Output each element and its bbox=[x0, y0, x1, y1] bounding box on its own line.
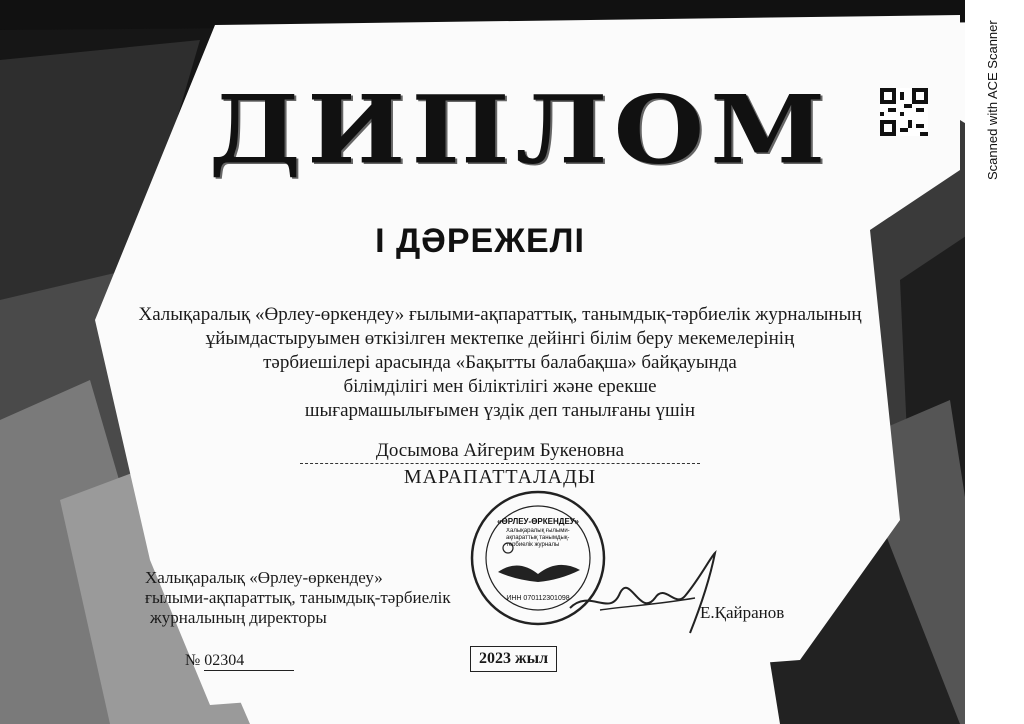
signer-name: Е.Қайранов bbox=[700, 603, 785, 622]
handwritten-signature bbox=[560, 548, 740, 638]
director-line-1: Халықаралық «Өрлеу-өркендеу» bbox=[145, 568, 383, 587]
award-word: МАРАПАТТАЛАДЫ bbox=[403, 466, 597, 488]
body-line-5: шығармашылығымен үздік деп танылғаны үшін bbox=[304, 400, 696, 421]
number-value: 02304 bbox=[204, 652, 294, 671]
diploma-title: ДИПЛОМ bbox=[208, 74, 832, 185]
director-line-2: ғылыми-ақпараттық, танымдық-тәрбиелік bbox=[145, 588, 451, 607]
director-line-3: журналының директоры bbox=[150, 608, 327, 627]
diploma-number bbox=[185, 652, 294, 671]
body-line-1: Халықаралық «Өрлеу-өркендеу» ғылыми-ақпараттық, танымдық-тәрбиелік журналының bbox=[138, 304, 862, 325]
stamp-mid-text: Халықаралық ғылыми-ақпараттық танымдық-тәрбиелік журналы bbox=[506, 528, 570, 548]
year-box: 2023 жыл bbox=[470, 646, 557, 672]
stamp-top-text: «ӨРЛЕУ-ӨРКЕНДЕУ» bbox=[497, 517, 579, 526]
body-line-3: тәрбиешілері арасында «Бақытты балабақша» байқауында bbox=[263, 352, 737, 373]
degree-heading: І ДӘРЕЖЕЛІ bbox=[375, 222, 585, 260]
number-label: № bbox=[185, 652, 201, 669]
body-line-4: білімділігі мен біліктілігі және ерекше bbox=[343, 376, 657, 397]
qr-code-icon bbox=[880, 88, 928, 136]
scanner-watermark: Scanned with ACE Scanner bbox=[985, 20, 1000, 180]
body-line-2: ұйымдастыруымен өткізілген мектепке дейінгі білім беру мекемелерінің bbox=[205, 328, 795, 349]
stamp-inn: ИНН 070112301098 bbox=[506, 595, 570, 602]
recipient-name: Досымова Айгерим Букеновна bbox=[300, 440, 700, 464]
